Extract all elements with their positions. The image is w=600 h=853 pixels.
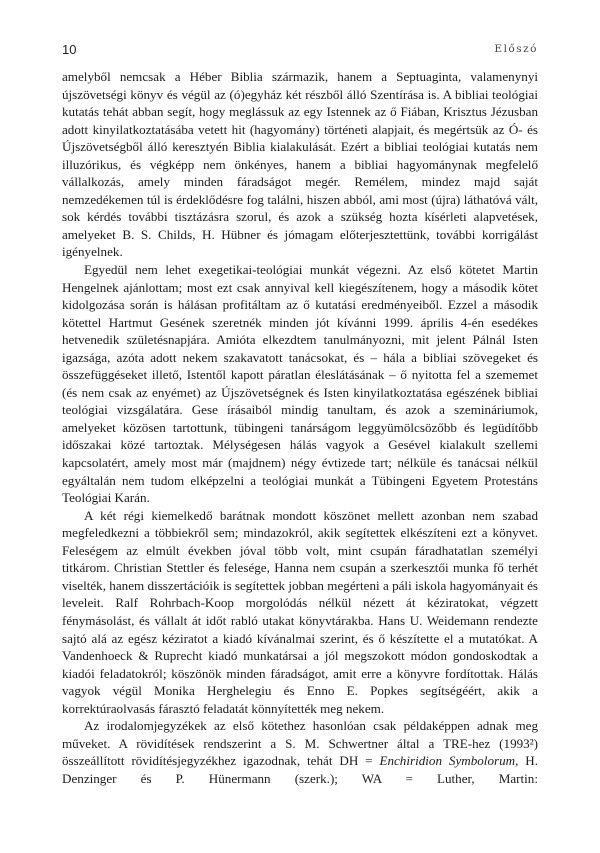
italic-title: Enchiridion Symbolorum, xyxy=(379,753,519,769)
body-text xyxy=(62,68,538,787)
paragraph-acknowledgements: Egyedül nem lehet exegetikai-teológiai munkát végezni. Az első kötetet Martin Hengelnek ajánlottam; most ezt csak annyival kell kiegészítenem, hogy a második kötet kidolgozása során is hálásan profitáltam az ő kutatási eredményeiből. Ezzel a második kötettel Hartmut Gesének szeretnék minden jót kívánni 1999. április 4-én esedékes hetvenedik születésnapjára. Amióta elkezdtem tanulmányozni, mit jelent Pálnál Isten igazsága, azóta adott nekem szakavatott tanácsokat, és – hála a bibliai szövegeket és összefüggéseket illető, Istentől kapott páratlan éleslátásának – ő nyitotta fel a szememet (és nem csak az enyémet) az Újszövetségnek és Isten kinyilatkoztatása egészének bibliai teológiai vizsgálatára. Gese írásaiból mindig tanultam, és azok a szemináriumok, amelyeket közösen tartottunk, tübingeni tanárságom leggyümölcsözőbb és legüdítőbb időszakai közé tartoztak. Mélységesen hálás vagyok a Gesével kialakult szellemi kapcsolatért, amely most már (majdnem) négy évtizede tart; nélküle és tanácsai nélkül egyáltalán nem tudom elképzelni a teológiai munkát a Tübingeni Egyetem Protestáns Teológiai Karán. xyxy=(62,262,538,506)
paragraph-thanks: A két régi kiemelkedő barátnak mondott köszönet mellett azonban nem szabad megfeledkezni a többiekről sem; mindazokról, akik segítettek elkészíteni ezt a könyvet. Feleségem az elmúlt években jóval több volt, mint csupán fáradhatatlan személyi titkárom. Christian Stettler és felesége, Hanna nem csupán a szerkesztői munka fő terhét viselték, hanem disszertációik is segítettek jobban megérteni a páli iskola hagyományait és leveleit. Ralf Rohrbach-Koop morgolódás nélkül nézett át kéziratokat, végzett fénymásolást, és vállalt át időt rabló utakat könyvtárakba. Hans U. Weidemann rendezte sajtó alá az egész kéziratot a kiadó kívánalmai szerint, és ő készítette el a mutatókat. A Vandenhoeck & Ruprecht kiadó munkatársai a jól megszokott módon gondoskodtak a kiadói feladatokról; köszönök minden fáradságot, amit erre a könyvre fordítottak. Hálás vagyok végül Monika Herghelegiu és Enno E. Popkes segítségéért, akik a korrektúraolvasás fárasztó feladatát könnyítették meg nekem. xyxy=(62,507,538,716)
running-head xyxy=(62,42,538,58)
paragraph-bibliography xyxy=(62,717,538,787)
page-number: 10 xyxy=(62,42,77,57)
running-head-title: Előszó xyxy=(494,43,538,55)
bibliography-text-start: Az irodalomjegyzékek az első kötethez hasonlóan csak példaképpen adnak meg műveket. A rövidítések rendszerint a S. M. Schwertner által a TRE-hez (1993²) összeállított rövidítésjegyzékhez igazodnak, tehát DH = xyxy=(62,718,538,769)
bibliography-text-end: H. Denzinger és P. Hünermann (szerk.); WA = Luther, Martin: xyxy=(62,753,538,786)
paragraph-continued: amelyből nemcsak a Héber Biblia származik, hanem a Septuaginta, valamenynyi újszövetségi könyv és végül az (ó)egyház két részből álló Szentírása is. A bibliai teológiai kutatás tehát abban segít, hogy meglássuk az egy Istennek az ő Fiában, Krisztus Jézusban adott kinyilatkoztatásába vetett hit (hagyomány) történeti alapjait, és megértsük az Ó- és Újszövetségből álló keresztyén Biblia kialakulását. Ezért a bibliai teológiai kutatás nem illuzórikus, és végképp nem önkényes, hanem a bibliai hagyománynak megfelelő vállalkozás, amely minden fáradságot megér. Remélem, mindez majd saját nemzedékemen túl is érdeklődésre fog találni, hiszen abból, ami most (újra) láthatóvá vált, sok kérdés további tisztázásra szorul, és azok a szükség hozta kísérleti alapvetések, amelyeket B. S. Childs, H. Hübner és jómagam előterjesztettünk, további korrigálást igényelnek. xyxy=(62,69,538,260)
